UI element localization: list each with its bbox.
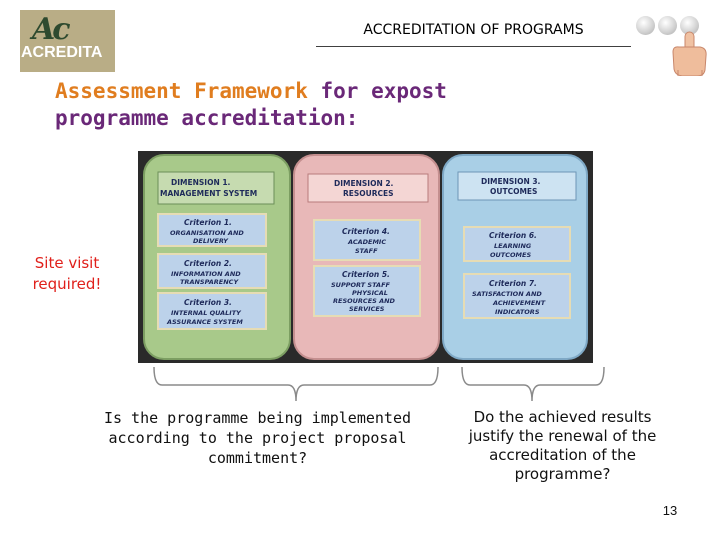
criterion-7-line3: INDICATORS	[495, 308, 540, 316]
criterion-2-line2: TRANSPARENCY	[180, 278, 239, 286]
criterion-7-line1: SATISFACTION AND	[472, 290, 542, 298]
left-brace	[150, 365, 442, 405]
page-number: 13	[662, 503, 678, 518]
header-divider	[316, 46, 631, 47]
criterion-1-title: Criterion 1.	[184, 218, 232, 227]
pointing-finger-icon	[664, 30, 714, 76]
site-visit-note	[12, 253, 122, 295]
logo-mark: Ac	[32, 12, 68, 47]
dimension-1-title-line1: DIMENSION 1.	[171, 178, 231, 187]
dimension-1-header	[158, 172, 274, 204]
question-implementation: Is the programme being implemented according to the project proposal commitment?	[103, 409, 412, 467]
dimension-3-title-line2: OUTCOMES	[490, 187, 538, 196]
criterion-5-title: Criterion 5.	[342, 270, 390, 279]
criterion-6-title: Criterion 6.	[489, 231, 537, 240]
slide-title-line2: programme accreditation:	[55, 106, 359, 130]
criterion-1-line2: DELIVERY	[193, 237, 228, 245]
dot-icon	[636, 16, 655, 35]
criterion-5-line1: SUPPORT STAFF	[331, 281, 390, 289]
question-results: Do the achieved results justify the renewal of the accreditation of the programme?	[468, 408, 657, 483]
dimension-2-title-line1: DIMENSION 2.	[334, 179, 394, 188]
criterion-2-line1: INFORMATION AND	[171, 270, 241, 278]
criterion-4-line2: STAFF	[355, 247, 378, 255]
site-visit-line2: required!	[32, 275, 102, 293]
dimension-2	[294, 155, 439, 359]
dimension-1-title-line2: MANAGEMENT SYSTEM	[160, 189, 258, 198]
framework-diagram	[138, 151, 593, 363]
site-visit-line1: Site visit	[34, 254, 100, 272]
right-brace	[458, 365, 608, 405]
criterion-6-line1: LEARNING	[494, 242, 532, 250]
slide-title-rest: for expost	[307, 79, 447, 103]
dimension-1	[144, 155, 290, 359]
criterion-4-title: Criterion 4.	[342, 227, 390, 236]
criterion-3-line2: ASSURANCE SYSTEM	[167, 318, 243, 326]
criterion-4-line1: ACADEMIC	[348, 238, 387, 246]
criterion-3-line1: INTERNAL QUALITY	[171, 309, 241, 317]
dimension-3-title-line1: DIMENSION 3.	[481, 177, 541, 186]
criterion-7-line2: ACHIEVEMENT	[493, 299, 546, 307]
criterion-5-line3: RESOURCES AND	[333, 297, 395, 305]
criterion-3-title: Criterion 3.	[184, 298, 232, 307]
slide-title	[55, 78, 615, 132]
criterion-6-line2: OUTCOMES	[490, 251, 532, 259]
criterion-5-line4: SERVICES	[349, 305, 385, 313]
dimension-3	[443, 155, 587, 359]
criterion-1-line1: ORGANISATION AND	[170, 229, 244, 237]
logo-text: ACREDITA	[21, 44, 103, 61]
acredita-logo	[20, 10, 115, 72]
criterion-2-title: Criterion 2.	[184, 259, 232, 268]
slide-title-highlight: Assessment Framework	[55, 79, 308, 103]
criterion-7-title: Criterion 7.	[489, 279, 537, 288]
dimension-2-title-line2: RESOURCES	[343, 189, 394, 198]
header-title: ACCREDITATION OF PROGRAMS	[363, 22, 584, 38]
framework-image	[138, 151, 593, 363]
criterion-5-line2: PHYSICAL	[352, 289, 388, 297]
